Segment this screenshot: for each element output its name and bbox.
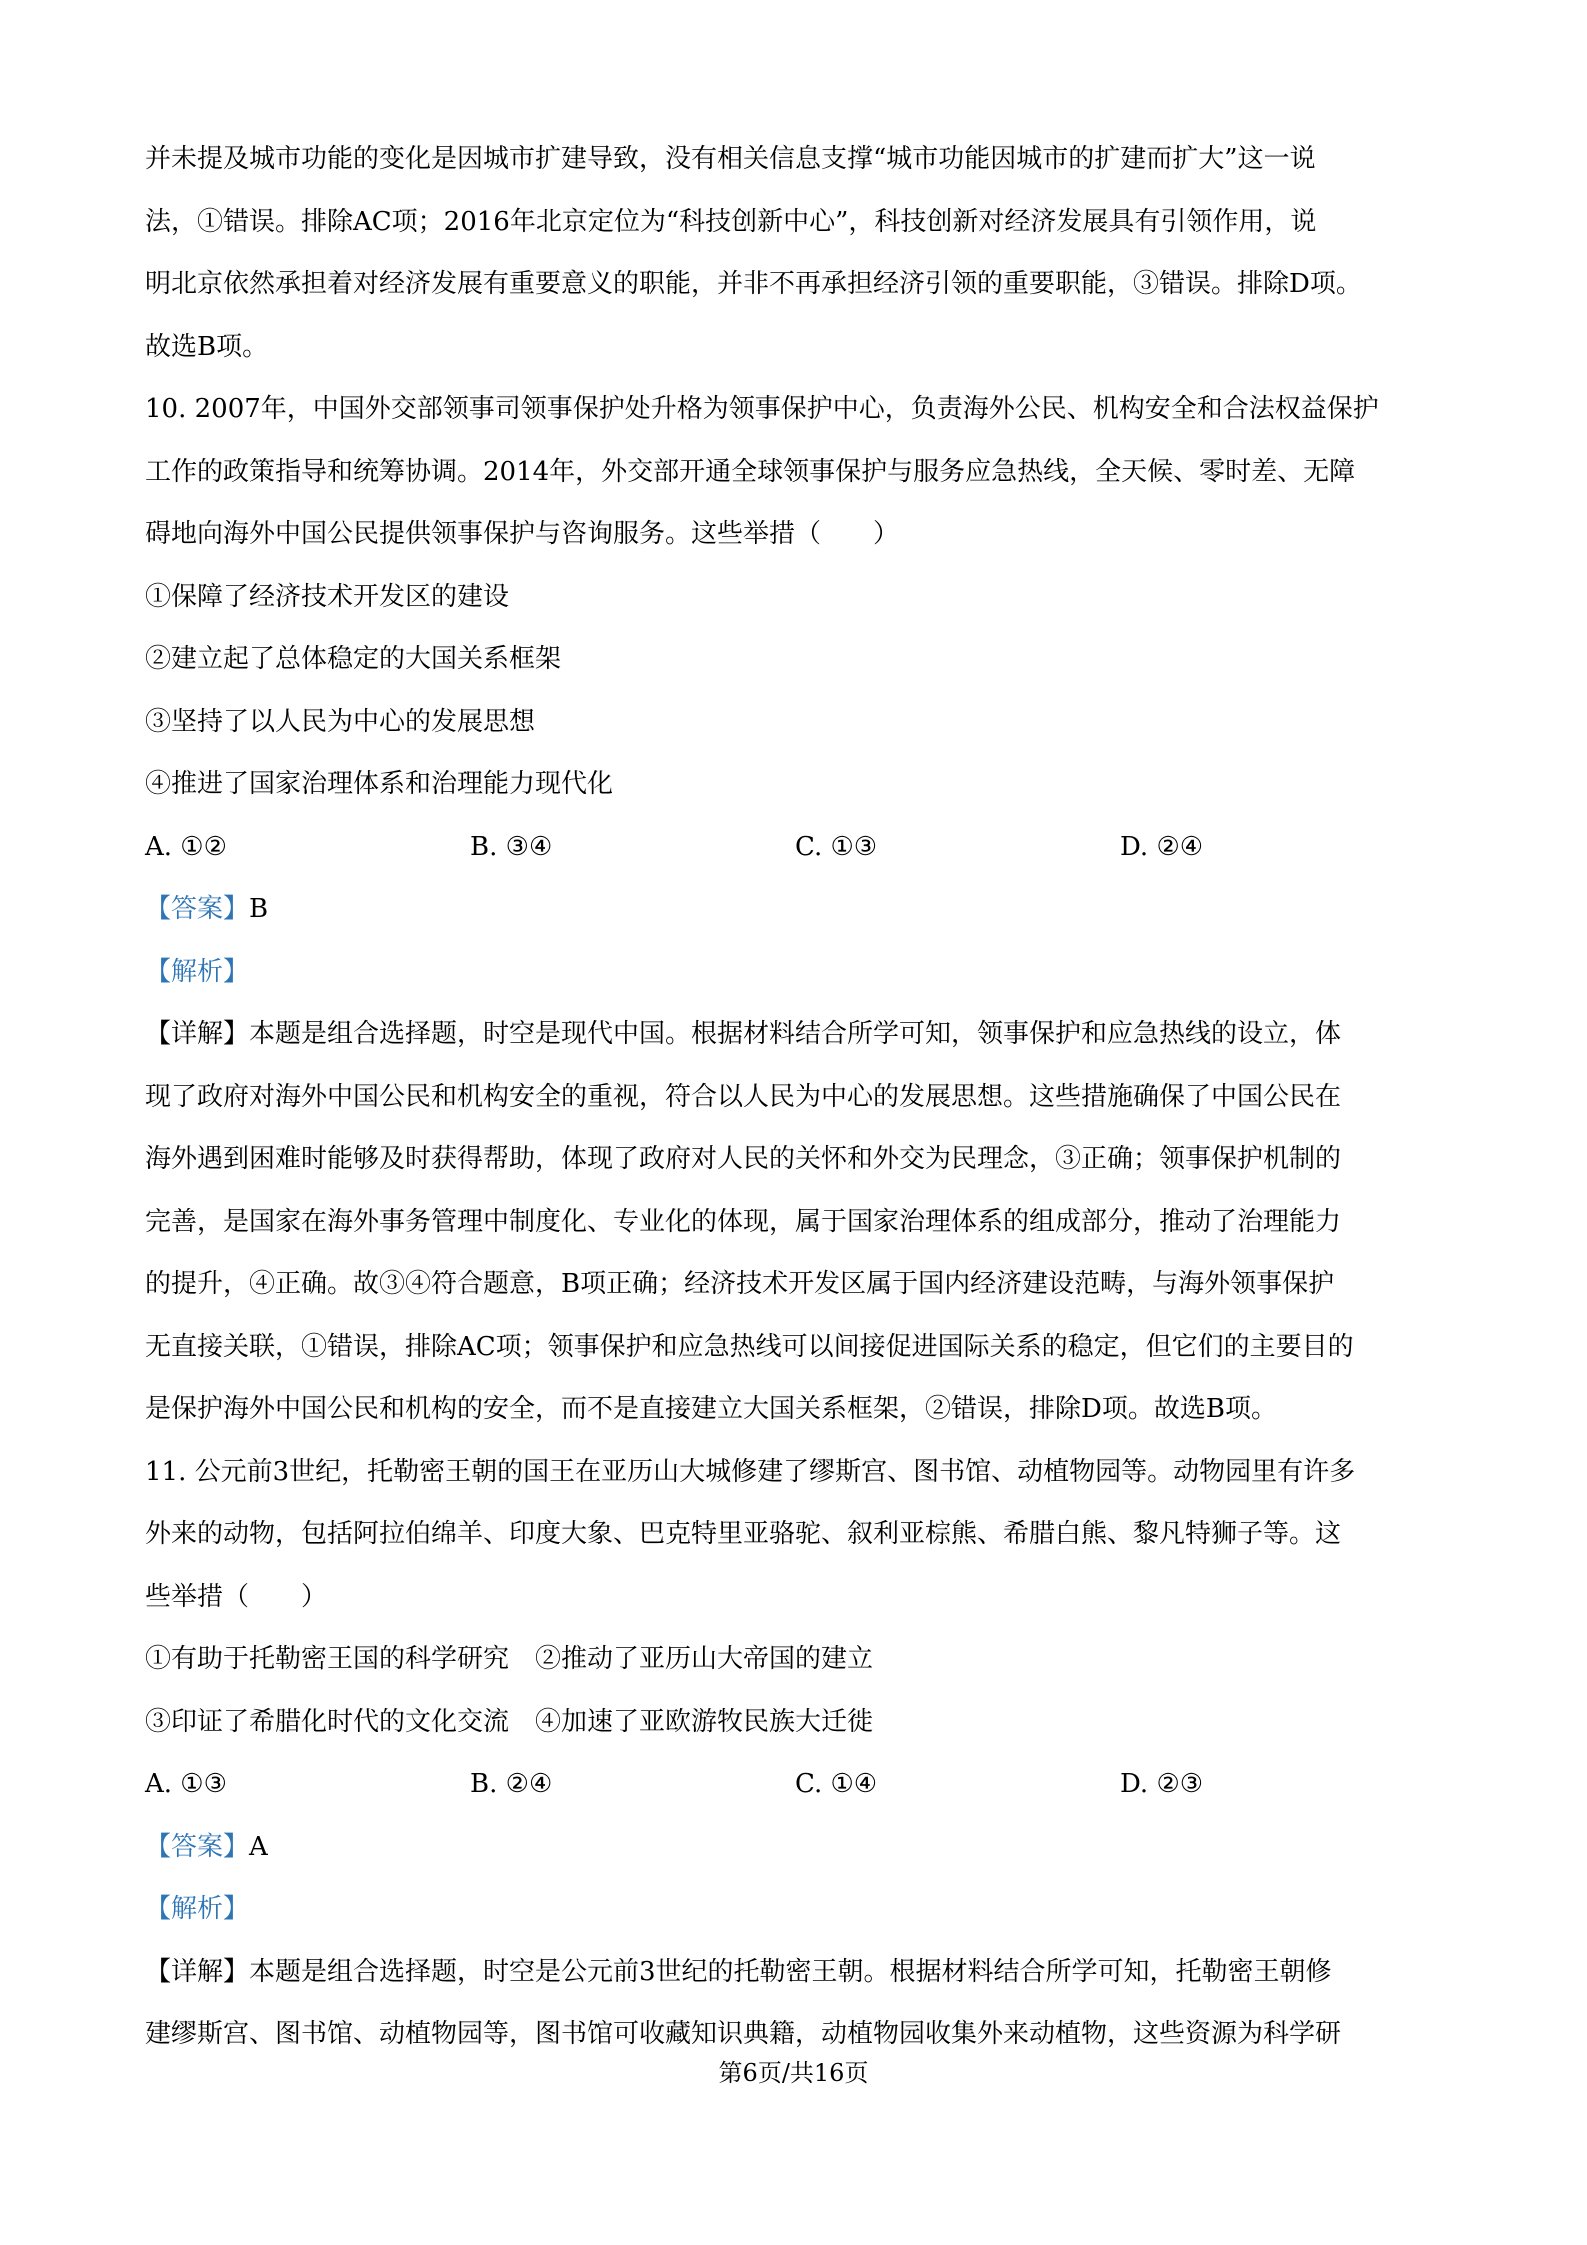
statement-item: ①保障了经济技术开发区的建设 [145, 581, 510, 612]
analysis-line [145, 941, 1445, 1004]
answer-options [145, 1753, 1445, 1816]
statement-item: ④推进了国家治理体系和治理能力现代化 [145, 769, 614, 799]
detail-line: 现了政府对海外中国公民和机构安全的重视，符合以人民为中心的发展思想。这些措施确保了中国公民在 [145, 1081, 1342, 1112]
analysis-label: 【解析】 [145, 1894, 250, 1924]
analysis-line [145, 1878, 1445, 1941]
question-stem-line: 工作的政策指导和统筹协调。2014年，外交部开通全球领事保护与服务应急热线，全天候、零时差、无障 [145, 456, 1356, 487]
question-10 [145, 378, 1445, 1441]
question-stem-line: 碍地向海外中国公民提供领事保护与咨询服务。这些举措（ ） [145, 519, 900, 549]
answer-label: 【答案】 [145, 894, 250, 924]
detail-label: 【详解】 [145, 1956, 250, 1987]
option-d: D. ②③ [1120, 1769, 1204, 1799]
answer-line [145, 878, 1445, 941]
option-a: A. ①② [145, 831, 227, 862]
option-a: A. ①③ [145, 1769, 227, 1799]
statement-item: ③印证了希腊化时代的文化交流 ④加速了亚欧游牧民族大迁徙 [145, 1706, 874, 1737]
detail-line: 是保护海外中国公民和机构的安全，而不是直接建立大国关系框架，②错误，排除D项。故选B项。 [145, 1394, 1277, 1424]
detail-line: 建缪斯宫、图书馆、动植物园等，图书馆可收藏知识典籍，动植物园收集外来动植物，这些资源为科学研 [145, 2019, 1342, 2049]
detail-line: 完善，是国家在海外事务管理中制度化、专业化的体现，属于国家治理体系的组成部分，推动了治理能力 [145, 1206, 1342, 1237]
option-d: D. ②④ [1120, 831, 1204, 862]
detail-line [145, 1003, 1445, 1066]
answer-options [145, 816, 1445, 879]
detail-line [145, 1941, 1445, 2004]
question-stem-line: 11. 公元前3世纪，托勒密王朝的国王在亚历山大城修建了缪斯宫、图书馆、动植物园等。动物园里有许多 [145, 1456, 1356, 1487]
text-line: 法，①错误。排除AC项；2016年北京定位为“科技创新中心”，科技创新对经济发展具有引领作用，说 [145, 206, 1317, 237]
text-line: 明北京依然承担着对经济发展有重要意义的职能，并非不再承担经济引领的重要职能，③错误。排除D项。 [145, 269, 1362, 299]
question-stem-line: 10. 2007年，中国外交部领事司领事保护处升格为领事保护中心，负责海外公民、机构安全和合法权益保护 [145, 394, 1379, 424]
option-b: B. ③④ [470, 831, 553, 862]
answer-value: B [249, 894, 269, 924]
detail-line: 的提升，④正确。故③④符合题意，B项正确；经济技术开发区属于国内经济建设范畴，与海外领事保护 [145, 1269, 1335, 1299]
detail-text: 本题是组合选择题，时空是公元前3世纪的托勒密王朝。根据材料结合所学可知，托勒密王朝修 [249, 1956, 1332, 1987]
question-stem-line: 些举措（ ） [145, 1581, 328, 1612]
answer-value: A [249, 1831, 268, 1862]
statement-item: ③坚持了以人民为中心的发展思想 [145, 706, 536, 737]
previous-explanation [145, 128, 1445, 378]
option-c: C. ①③ [795, 831, 878, 862]
text-line: 故选B项。 [145, 331, 269, 362]
question-11 [145, 1441, 1445, 2066]
detail-line: 海外遇到困难时能够及时获得帮助，体现了政府对人民的关怀和外交为民理念，③正确；领事保护机制的 [145, 1144, 1342, 1174]
answer-line [145, 1816, 1445, 1879]
detail-text: 本题是组合选择题，时空是现代中国。根据材料结合所学可知，领事保护和应急热线的设立，体 [249, 1019, 1342, 1049]
option-c: C. ①④ [795, 1769, 878, 1799]
analysis-label: 【解析】 [145, 956, 250, 987]
detail-line: 无直接关联，①错误，排除AC项；领事保护和应急热线可以间接促进国际关系的稳定，但它们的主要目的 [145, 1331, 1354, 1362]
option-b: B. ②④ [470, 1769, 553, 1799]
question-stem-line: 外来的动物，包括阿拉伯绵羊、印度大象、巴克特里亚骆驼、叙利亚棕熊、希腊白熊、黎凡特狮子等。这 [145, 1519, 1342, 1549]
answer-label: 【答案】 [145, 1831, 250, 1862]
page-footer: 第6页/共16页 [718, 2059, 869, 2087]
statement-item: ①有助于托勒密王国的科学研究 ②推动了亚历山大帝国的建立 [145, 1644, 874, 1674]
text-line: 并未提及城市功能的变化是因城市扩建导致，没有相关信息支撑“城市功能因城市的扩建而扩大”这一说 [145, 144, 1316, 174]
document-body [145, 128, 1445, 2066]
statement-item: ②建立起了总体稳定的大国关系框架 [145, 644, 562, 674]
detail-label: 【详解】 [145, 1019, 250, 1049]
